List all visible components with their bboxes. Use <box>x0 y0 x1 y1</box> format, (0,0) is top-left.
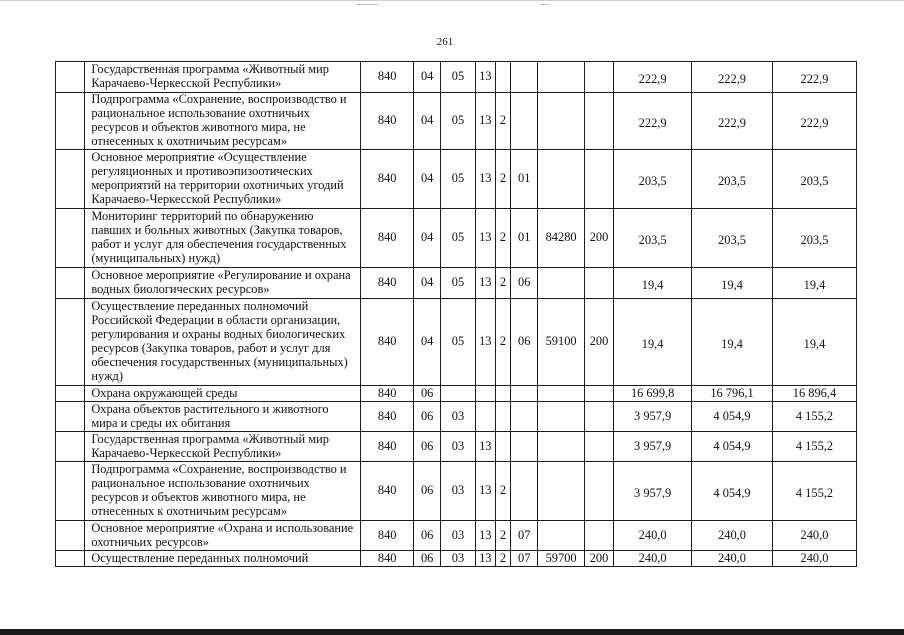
amount-year-1: 19,4 <box>614 268 692 299</box>
grbs-code: 840 <box>361 402 414 432</box>
grbs-code: 840 <box>361 299 414 386</box>
program-code: 13 <box>475 150 495 209</box>
amount-year-1: 3 957,9 <box>614 462 692 521</box>
table-row <box>56 62 857 93</box>
program-code: 13 <box>475 521 495 551</box>
subsection-code: 03 <box>441 432 475 462</box>
amount-year-1: 16 699,8 <box>614 386 692 402</box>
program-code: 13 <box>475 62 495 93</box>
section-code: 06 <box>414 551 441 567</box>
amount-year-3: 203,5 <box>772 209 856 268</box>
amount-year-3: 240,0 <box>772 551 856 567</box>
scan-bottom-edge <box>0 629 904 635</box>
section-code: 04 <box>414 93 441 150</box>
amount-year-3: 4 155,2 <box>772 432 856 462</box>
section-code: 06 <box>414 402 441 432</box>
subsection-code: 03 <box>441 521 475 551</box>
section-code: 06 <box>414 521 441 551</box>
subprogram-code: 2 <box>495 268 510 299</box>
activity-code: 07 <box>511 521 538 551</box>
section-code: 04 <box>414 62 441 93</box>
empty-cell <box>56 93 85 150</box>
amount-year-2: 222,9 <box>692 62 773 93</box>
table-row <box>56 521 857 551</box>
table-row <box>56 462 857 521</box>
direction-code <box>538 402 585 432</box>
activity-code <box>511 386 538 402</box>
amount-year-1: 19,4 <box>614 299 692 386</box>
grbs-code: 840 <box>361 209 414 268</box>
grbs-code: 840 <box>361 432 414 462</box>
empty-cell <box>56 62 85 93</box>
row-name: Охрана окружающей среды <box>85 386 361 402</box>
amount-year-3: 222,9 <box>772 62 856 93</box>
amount-year-1: 222,9 <box>614 62 692 93</box>
section-code: 06 <box>414 462 441 521</box>
grbs-code: 840 <box>361 93 414 150</box>
program-code <box>475 386 495 402</box>
direction-code: 59100 <box>538 299 585 386</box>
expense-type-code <box>584 402 613 432</box>
program-code: 13 <box>475 93 495 150</box>
direction-code <box>538 386 585 402</box>
subprogram-code: 2 <box>495 299 510 386</box>
subprogram-code <box>495 386 510 402</box>
amount-year-3: 203,5 <box>772 150 856 209</box>
amount-year-1: 240,0 <box>614 521 692 551</box>
subprogram-code: 2 <box>495 521 510 551</box>
activity-code: 07 <box>511 551 538 567</box>
subprogram-code <box>495 432 510 462</box>
row-name: Основное мероприятие «Осуществление регуляционных и противоэпизоотических мероприятий на территории охотничьих угодий Карачаево-Черкесской Республики» <box>85 150 361 209</box>
grbs-code: 840 <box>361 62 414 93</box>
scan-artifact <box>356 4 378 5</box>
scan-artifact <box>540 4 550 5</box>
program-code: 13 <box>475 209 495 268</box>
subsection-code: 05 <box>441 150 475 209</box>
amount-year-2: 16 796,1 <box>692 386 773 402</box>
empty-cell <box>56 551 85 567</box>
expense-type-code <box>584 268 613 299</box>
row-name: Охрана объектов растительного и животного мира и среды их обитания <box>85 402 361 432</box>
subprogram-code: 2 <box>495 462 510 521</box>
empty-cell <box>56 386 85 402</box>
subsection-code: 05 <box>441 299 475 386</box>
expense-type-code <box>584 462 613 521</box>
expense-type-code <box>584 521 613 551</box>
program-code: 13 <box>475 462 495 521</box>
direction-code <box>538 93 585 150</box>
amount-year-3: 222,9 <box>772 93 856 150</box>
amount-year-2: 19,4 <box>692 268 773 299</box>
amount-year-2: 4 054,9 <box>692 432 773 462</box>
amount-year-3: 4 155,2 <box>772 462 856 521</box>
row-name: Основное мероприятие «Охрана и использование охотничьих ресурсов» <box>85 521 361 551</box>
empty-cell <box>56 268 85 299</box>
row-name: Мониторинг территорий по обнаружению павших и больных животных (Закупка товаров, работ и услуг для обеспечения государственных (муниципальных) нужд) <box>85 209 361 268</box>
grbs-code: 840 <box>361 150 414 209</box>
subprogram-code: 2 <box>495 209 510 268</box>
expense-type-code <box>584 62 613 93</box>
row-name: Осуществление переданных полномочий Российской Федерации в области организации, регулирования и охраны водных биологических ресурсов (Закупка товаров, работ и услуг для обеспечения государственных (муниципальных) нужд) <box>85 299 361 386</box>
empty-cell <box>56 521 85 551</box>
subsection-code: 03 <box>441 402 475 432</box>
subsection-code: 05 <box>441 209 475 268</box>
amount-year-3: 240,0 <box>772 521 856 551</box>
grbs-code: 840 <box>361 551 414 567</box>
expense-type-code <box>584 93 613 150</box>
grbs-code: 840 <box>361 386 414 402</box>
expense-type-code: 200 <box>584 551 613 567</box>
section-code: 06 <box>414 386 441 402</box>
amount-year-1: 203,5 <box>614 209 692 268</box>
amount-year-2: 4 054,9 <box>692 462 773 521</box>
amount-year-1: 240,0 <box>614 551 692 567</box>
amount-year-2: 240,0 <box>692 551 773 567</box>
program-code: 13 <box>475 299 495 386</box>
empty-cell <box>56 432 85 462</box>
activity-code: 01 <box>511 209 538 268</box>
table-row <box>56 150 857 209</box>
section-code: 04 <box>414 299 441 386</box>
section-code: 04 <box>414 150 441 209</box>
activity-code <box>511 62 538 93</box>
table-row <box>56 93 857 150</box>
row-name: Осуществление переданных полномочий <box>85 551 361 567</box>
amount-year-2: 203,5 <box>692 209 773 268</box>
direction-code <box>538 268 585 299</box>
grbs-code: 840 <box>361 462 414 521</box>
section-code: 04 <box>414 209 441 268</box>
subprogram-code: 2 <box>495 150 510 209</box>
subsection-code: 03 <box>441 551 475 567</box>
empty-cell <box>56 150 85 209</box>
amount-year-1: 222,9 <box>614 93 692 150</box>
expense-type-code: 200 <box>584 209 613 268</box>
direction-code: 59700 <box>538 551 585 567</box>
direction-code <box>538 150 585 209</box>
activity-code: 06 <box>511 268 538 299</box>
direction-code <box>538 462 585 521</box>
activity-code <box>511 432 538 462</box>
subsection-code: 03 <box>441 462 475 521</box>
budget-table <box>55 61 857 567</box>
direction-code: 84280 <box>538 209 585 268</box>
row-name: Подпрограмма «Сохранение, воспроизводство и рациональное использование охотничьих ресурсов и объектов животного мира, не отнесенных к охотничьим ресурсам» <box>85 93 361 150</box>
subprogram-code: 2 <box>495 93 510 150</box>
direction-code <box>538 62 585 93</box>
amount-year-3: 4 155,2 <box>772 402 856 432</box>
section-code: 04 <box>414 268 441 299</box>
table-row <box>56 551 857 567</box>
empty-cell <box>56 299 85 386</box>
row-name: Государственная программа «Животный мир Карачаево-Черкесской Республики» <box>85 432 361 462</box>
direction-code <box>538 521 585 551</box>
activity-code <box>511 93 538 150</box>
program-code <box>475 402 495 432</box>
page-number: 261 <box>436 36 454 48</box>
direction-code <box>538 432 585 462</box>
amount-year-3: 19,4 <box>772 299 856 386</box>
grbs-code: 840 <box>361 521 414 551</box>
activity-code: 06 <box>511 299 538 386</box>
empty-cell <box>56 462 85 521</box>
table-row <box>56 299 857 386</box>
amount-year-1: 3 957,9 <box>614 402 692 432</box>
expense-type-code <box>584 150 613 209</box>
table-row <box>56 402 857 432</box>
section-code: 06 <box>414 432 441 462</box>
amount-year-2: 203,5 <box>692 150 773 209</box>
amount-year-2: 222,9 <box>692 93 773 150</box>
subsection-code <box>441 386 475 402</box>
amount-year-1: 203,5 <box>614 150 692 209</box>
subprogram-code <box>495 62 510 93</box>
table-row <box>56 209 857 268</box>
subprogram-code <box>495 402 510 432</box>
amount-year-3: 19,4 <box>772 268 856 299</box>
program-code: 13 <box>475 432 495 462</box>
amount-year-1: 3 957,9 <box>614 432 692 462</box>
subsection-code: 05 <box>441 93 475 150</box>
amount-year-2: 19,4 <box>692 299 773 386</box>
table-row <box>56 268 857 299</box>
table-row <box>56 386 857 402</box>
expense-type-code: 200 <box>584 299 613 386</box>
expense-type-code <box>584 432 613 462</box>
activity-code <box>511 402 538 432</box>
row-name: Основное мероприятие «Регулирование и охрана водных биологических ресурсов» <box>85 268 361 299</box>
activity-code <box>511 462 538 521</box>
amount-year-2: 240,0 <box>692 521 773 551</box>
amount-year-3: 16 896,4 <box>772 386 856 402</box>
scan-top-edge <box>0 0 904 6</box>
subprogram-code: 2 <box>495 551 510 567</box>
grbs-code: 840 <box>361 268 414 299</box>
empty-cell <box>56 209 85 268</box>
table-body <box>56 62 857 567</box>
program-code: 13 <box>475 551 495 567</box>
activity-code: 01 <box>511 150 538 209</box>
subsection-code: 05 <box>441 268 475 299</box>
subsection-code: 05 <box>441 62 475 93</box>
expense-type-code <box>584 386 613 402</box>
empty-cell <box>56 402 85 432</box>
program-code: 13 <box>475 268 495 299</box>
row-name: Подпрограмма «Сохранение, воспроизводство и рациональное использование охотничьих ресурсов и объектов животного мира, не отнесенных к охотничьим ресурсам» <box>85 462 361 521</box>
row-name: Государственная программа «Животный мир Карачаево-Черкесской Республики» <box>85 62 361 93</box>
amount-year-2: 4 054,9 <box>692 402 773 432</box>
table-row <box>56 432 857 462</box>
